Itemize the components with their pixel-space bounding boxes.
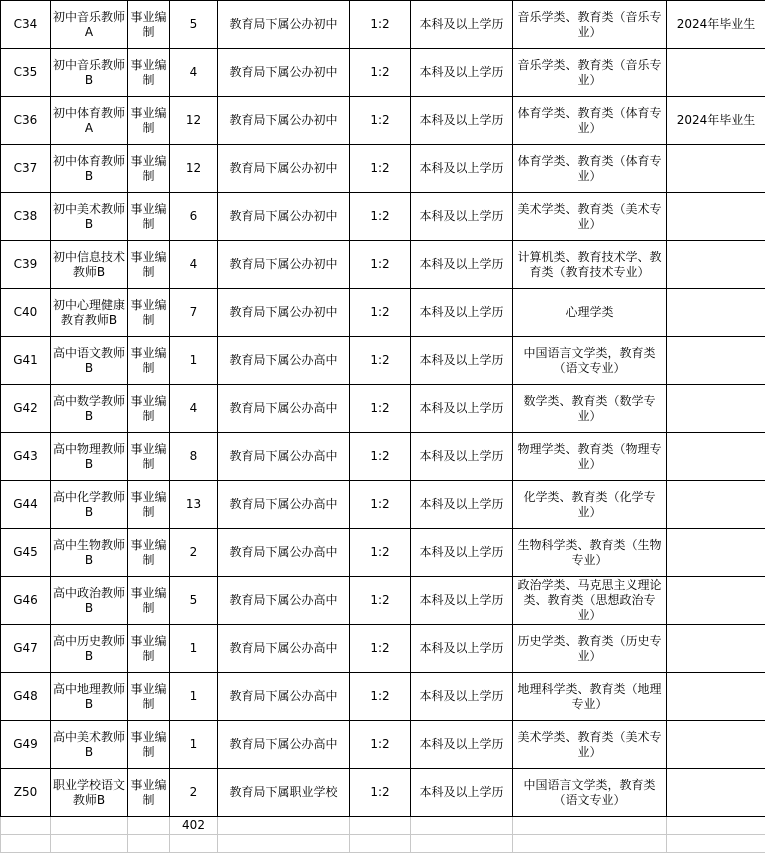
major-requirement: 中国语言文学类，教育类（语文专业） xyxy=(513,337,667,385)
position-code: C34 xyxy=(1,1,51,49)
position-name: 初中心理健康教育教师B xyxy=(51,289,128,337)
position-name: 高中政治教师B xyxy=(51,577,128,625)
major-requirement: 化学类、教育类（化学专业） xyxy=(513,481,667,529)
education-requirement: 本科及以上学历 xyxy=(411,625,513,673)
empty-cell xyxy=(411,835,513,853)
interview-ratio: 1:2 xyxy=(350,97,411,145)
staffing-type: 事业编制 xyxy=(128,145,170,193)
remark: 2024年毕业生 xyxy=(667,97,765,145)
interview-ratio: 1:2 xyxy=(350,49,411,97)
remark xyxy=(667,577,765,625)
position-name: 初中信息技术教师B xyxy=(51,241,128,289)
education-requirement: 本科及以上学历 xyxy=(411,433,513,481)
remark xyxy=(667,241,765,289)
table-row xyxy=(1,529,765,577)
empty-cell xyxy=(51,817,128,835)
interview-ratio: 1:2 xyxy=(350,433,411,481)
position-name: 初中体育教师A xyxy=(51,97,128,145)
position-name: 高中生物教师B xyxy=(51,529,128,577)
staffing-type: 事业编制 xyxy=(128,385,170,433)
hiring-count: 4 xyxy=(170,49,218,97)
staffing-type: 事业编制 xyxy=(128,193,170,241)
remark xyxy=(667,721,765,769)
empty-cell xyxy=(667,835,765,853)
staffing-type: 事业编制 xyxy=(128,721,170,769)
education-requirement: 本科及以上学历 xyxy=(411,241,513,289)
remark xyxy=(667,337,765,385)
table-body xyxy=(1,1,765,853)
remark xyxy=(667,433,765,481)
position-code: C39 xyxy=(1,241,51,289)
position-name: 高中化学教师B xyxy=(51,481,128,529)
hiring-unit: 教育局下属公办高中 xyxy=(218,385,350,433)
empty-cell xyxy=(667,817,765,835)
position-code: G49 xyxy=(1,721,51,769)
empty-cell xyxy=(218,817,350,835)
table-row xyxy=(1,97,765,145)
position-code: C37 xyxy=(1,145,51,193)
education-requirement: 本科及以上学历 xyxy=(411,673,513,721)
position-name: 初中美术教师B xyxy=(51,193,128,241)
hiring-count: 13 xyxy=(170,481,218,529)
remark xyxy=(667,769,765,817)
hiring-unit: 教育局下属公办高中 xyxy=(218,721,350,769)
position-code: G47 xyxy=(1,625,51,673)
empty-cell xyxy=(218,835,350,853)
position-name: 高中历史教师B xyxy=(51,625,128,673)
major-requirement: 美术学类、教育类（美术专业） xyxy=(513,721,667,769)
interview-ratio: 1:2 xyxy=(350,769,411,817)
major-requirement: 音乐学类、教育类（音乐专业） xyxy=(513,49,667,97)
empty-cell xyxy=(128,835,170,853)
position-code: G44 xyxy=(1,481,51,529)
major-requirement: 地理科学类、教育类（地理专业） xyxy=(513,673,667,721)
education-requirement: 本科及以上学历 xyxy=(411,481,513,529)
table-row xyxy=(1,625,765,673)
empty-cell xyxy=(1,835,51,853)
hiring-unit: 教育局下属公办高中 xyxy=(218,433,350,481)
position-code: C36 xyxy=(1,97,51,145)
remark xyxy=(667,385,765,433)
position-name: 高中数学教师B xyxy=(51,385,128,433)
remark xyxy=(667,529,765,577)
remark xyxy=(667,625,765,673)
staffing-type: 事业编制 xyxy=(128,289,170,337)
education-requirement: 本科及以上学历 xyxy=(411,337,513,385)
empty-cell xyxy=(170,835,218,853)
major-requirement: 体育学类、教育类（体育专业） xyxy=(513,97,667,145)
position-name: 高中美术教师B xyxy=(51,721,128,769)
hiring-unit: 教育局下属公办初中 xyxy=(218,193,350,241)
interview-ratio: 1:2 xyxy=(350,337,411,385)
empty-cell xyxy=(411,817,513,835)
position-name: 高中物理教师B xyxy=(51,433,128,481)
position-code: C35 xyxy=(1,49,51,97)
hiring-count: 1 xyxy=(170,721,218,769)
hiring-count: 1 xyxy=(170,625,218,673)
hiring-count: 4 xyxy=(170,385,218,433)
table-row xyxy=(1,1,765,49)
interview-ratio: 1:2 xyxy=(350,1,411,49)
major-requirement: 数学类、教育类（数学专业） xyxy=(513,385,667,433)
table-row xyxy=(1,145,765,193)
empty-cell xyxy=(350,817,411,835)
position-code: G41 xyxy=(1,337,51,385)
empty-cell xyxy=(350,835,411,853)
hiring-count: 12 xyxy=(170,97,218,145)
position-name: 初中音乐教师A xyxy=(51,1,128,49)
hiring-unit: 教育局下属公办高中 xyxy=(218,337,350,385)
major-requirement: 心理学类 xyxy=(513,289,667,337)
interview-ratio: 1:2 xyxy=(350,289,411,337)
table-row xyxy=(1,289,765,337)
education-requirement: 本科及以上学历 xyxy=(411,577,513,625)
major-requirement: 政治学类、马克思主义理论类、教育类（思想政治专业） xyxy=(513,577,667,625)
position-code: G46 xyxy=(1,577,51,625)
position-code: G42 xyxy=(1,385,51,433)
hiring-unit: 教育局下属公办初中 xyxy=(218,1,350,49)
hiring-unit: 教育局下属公办初中 xyxy=(218,241,350,289)
education-requirement: 本科及以上学历 xyxy=(411,769,513,817)
hiring-unit: 教育局下属公办初中 xyxy=(218,289,350,337)
total-count: 402 xyxy=(170,817,218,835)
position-code: C38 xyxy=(1,193,51,241)
empty-cell xyxy=(513,817,667,835)
interview-ratio: 1:2 xyxy=(350,385,411,433)
interview-ratio: 1:2 xyxy=(350,145,411,193)
major-requirement: 美术学类、教育类（美术专业） xyxy=(513,193,667,241)
major-requirement: 音乐学类、教育类（音乐专业） xyxy=(513,1,667,49)
education-requirement: 本科及以上学历 xyxy=(411,385,513,433)
total-row xyxy=(1,817,765,835)
hiring-unit: 教育局下属公办高中 xyxy=(218,625,350,673)
remark xyxy=(667,289,765,337)
table-row xyxy=(1,481,765,529)
hiring-unit: 教育局下属公办高中 xyxy=(218,529,350,577)
table-row xyxy=(1,577,765,625)
staffing-type: 事业编制 xyxy=(128,49,170,97)
major-requirement: 历史学类、教育类（历史专业） xyxy=(513,625,667,673)
education-requirement: 本科及以上学历 xyxy=(411,529,513,577)
major-requirement: 中国语言文学类，教育类（语文专业） xyxy=(513,769,667,817)
hiring-unit: 教育局下属职业学校 xyxy=(218,769,350,817)
table-row xyxy=(1,193,765,241)
education-requirement: 本科及以上学历 xyxy=(411,145,513,193)
staffing-type: 事业编制 xyxy=(128,625,170,673)
empty-cell xyxy=(128,817,170,835)
education-requirement: 本科及以上学历 xyxy=(411,1,513,49)
major-requirement: 计算机类、教育技术学、教育类（教育技术专业） xyxy=(513,241,667,289)
empty-cell xyxy=(51,835,128,853)
hiring-count: 6 xyxy=(170,193,218,241)
education-requirement: 本科及以上学历 xyxy=(411,289,513,337)
table-row xyxy=(1,385,765,433)
table-row xyxy=(1,721,765,769)
staffing-type: 事业编制 xyxy=(128,97,170,145)
hiring-count: 2 xyxy=(170,769,218,817)
hiring-unit: 教育局下属公办高中 xyxy=(218,577,350,625)
education-requirement: 本科及以上学历 xyxy=(411,49,513,97)
table-row xyxy=(1,769,765,817)
remark: 2024年毕业生 xyxy=(667,1,765,49)
table-row xyxy=(1,241,765,289)
hiring-count: 2 xyxy=(170,529,218,577)
interview-ratio: 1:2 xyxy=(350,721,411,769)
hiring-count: 5 xyxy=(170,1,218,49)
position-code: Z50 xyxy=(1,769,51,817)
hiring-count: 8 xyxy=(170,433,218,481)
remark xyxy=(667,145,765,193)
empty-cell xyxy=(1,817,51,835)
interview-ratio: 1:2 xyxy=(350,193,411,241)
position-name: 初中体育教师B xyxy=(51,145,128,193)
hiring-unit: 教育局下属公办初中 xyxy=(218,49,350,97)
position-code: G45 xyxy=(1,529,51,577)
interview-ratio: 1:2 xyxy=(350,577,411,625)
position-name: 初中音乐教师B xyxy=(51,49,128,97)
staffing-type: 事业编制 xyxy=(128,769,170,817)
hiring-count: 5 xyxy=(170,577,218,625)
table-row xyxy=(1,433,765,481)
hiring-count: 12 xyxy=(170,145,218,193)
remark xyxy=(667,673,765,721)
hiring-count: 7 xyxy=(170,289,218,337)
staffing-type: 事业编制 xyxy=(128,673,170,721)
staffing-type: 事业编制 xyxy=(128,481,170,529)
staffing-type: 事业编制 xyxy=(128,433,170,481)
table-row xyxy=(1,337,765,385)
major-requirement: 物理学类、教育类（物理专业） xyxy=(513,433,667,481)
hiring-unit: 教育局下属公办高中 xyxy=(218,673,350,721)
remark xyxy=(667,481,765,529)
position-code: G43 xyxy=(1,433,51,481)
remark xyxy=(667,49,765,97)
position-name: 高中语文教师B xyxy=(51,337,128,385)
table-row xyxy=(1,673,765,721)
hiring-unit: 教育局下属公办高中 xyxy=(218,481,350,529)
staffing-type: 事业编制 xyxy=(128,577,170,625)
interview-ratio: 1:2 xyxy=(350,241,411,289)
staffing-type: 事业编制 xyxy=(128,1,170,49)
table-row xyxy=(1,49,765,97)
education-requirement: 本科及以上学历 xyxy=(411,193,513,241)
interview-ratio: 1:2 xyxy=(350,673,411,721)
hiring-unit: 教育局下属公办初中 xyxy=(218,97,350,145)
major-requirement: 体育学类、教育类（体育专业） xyxy=(513,145,667,193)
staffing-type: 事业编制 xyxy=(128,529,170,577)
hiring-unit: 教育局下属公办初中 xyxy=(218,145,350,193)
position-code: C40 xyxy=(1,289,51,337)
interview-ratio: 1:2 xyxy=(350,529,411,577)
staffing-type: 事业编制 xyxy=(128,241,170,289)
position-name: 高中地理教师B xyxy=(51,673,128,721)
interview-ratio: 1:2 xyxy=(350,481,411,529)
interview-ratio: 1:2 xyxy=(350,625,411,673)
position-name: 职业学校语文教师B xyxy=(51,769,128,817)
education-requirement: 本科及以上学历 xyxy=(411,721,513,769)
empty-row xyxy=(1,835,765,853)
hiring-count: 1 xyxy=(170,673,218,721)
staffing-type: 事业编制 xyxy=(128,337,170,385)
empty-cell xyxy=(513,835,667,853)
education-requirement: 本科及以上学历 xyxy=(411,97,513,145)
position-code: G48 xyxy=(1,673,51,721)
hiring-count: 4 xyxy=(170,241,218,289)
major-requirement: 生物科学类、教育类（生物专业） xyxy=(513,529,667,577)
remark xyxy=(667,193,765,241)
hiring-count: 1 xyxy=(170,337,218,385)
